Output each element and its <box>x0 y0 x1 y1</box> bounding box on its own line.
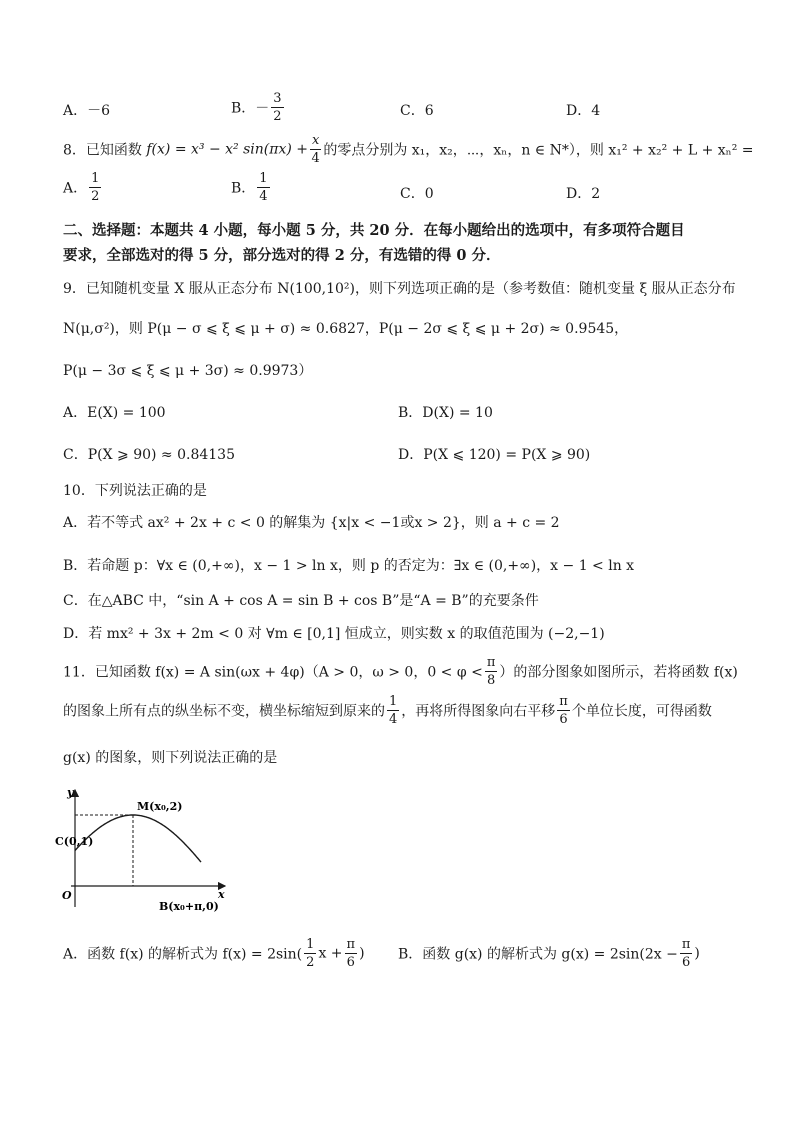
section2-heading-line1: 二、选择题：本题共 4 小题，每小题 5 分，共 20 分．在每小题给出的选项中，有多项符合题目 <box>63 222 685 239</box>
q8-stem-func: f(x) = x³ − x² sin(πx) + <box>146 141 308 158</box>
q8-option-a <box>63 172 103 203</box>
q7-option-b <box>231 92 286 123</box>
q9-option-a: A．E(X) = 100 <box>63 405 166 421</box>
q11-option-a-frac2-num: π <box>346 937 356 952</box>
q10-stem: 10．下列说法正确的是 <box>63 483 207 499</box>
q10-option-a: A．若不等式 ax² + 2x + c < 0 的解集为 {x|x < −1或x > 2}，则 a + c = 2 <box>63 515 560 531</box>
q8-option-b <box>231 172 272 203</box>
q8-stem <box>63 134 754 165</box>
q11-line2-frac1-num: 1 <box>389 694 398 709</box>
q8-option-b-prefix: B． <box>231 180 256 197</box>
q8-option-b-den: 4 <box>259 189 268 204</box>
q10-option-c: C．在△ABC 中，“sin A + cos A = sin B + cos B”是“A = B”的充要条件 <box>63 593 539 609</box>
q11-option-a-prefix: A．函数 f(x) 的解析式为 f(x) = 2sin( <box>63 946 303 963</box>
q8-stem-prefix: 8．已知函数 <box>63 142 142 159</box>
q9-stem-line3: P(μ − 3σ ⩽ ξ ⩽ μ + 3σ) ≈ 0.9973） <box>63 363 313 379</box>
q11-option-a-frac-num: 1 <box>306 937 315 952</box>
q11-line2-frac1-den: 4 <box>389 712 398 727</box>
point-c-label: C(0,1) <box>55 835 94 848</box>
q11-line2-frac2-num: π <box>559 694 568 709</box>
y-axis-label: y <box>67 786 74 799</box>
q11-line1-frac-num: π <box>486 655 496 670</box>
q11-option-b-prefix: B．函数 g(x) 的解析式为 g(x) = 2sin(2x − <box>398 946 678 963</box>
q11-line2-frac2-den: 6 <box>559 712 568 727</box>
q11-line1-suffix: ）的部分图象如图所示，若将函数 f(x) <box>499 664 738 681</box>
q11-line2-mid: ，再将所得图象向右平移 <box>401 703 556 720</box>
q11-stem-line2 <box>63 695 712 726</box>
q11-option-a-suffix: ) <box>359 945 365 962</box>
section2-heading-line2: 要求，全部选对的得 5 分，部分选对的得 2 分，有选错的得 0 分． <box>63 247 501 264</box>
point-b-label: B(x₀+π,0) <box>159 900 219 913</box>
q11-line1-prefix: 11．已知函数 f(x) = A sin(ωx + 4φ)（A > 0，ω > 0，0 < φ < <box>63 664 483 681</box>
q9-option-c: C．P(X ⩾ 90) ≈ 0.84135 <box>63 447 235 463</box>
q7-option-b-den: 2 <box>273 109 282 124</box>
q8-option-a-num: 1 <box>91 171 100 186</box>
q11-option-b <box>398 938 700 969</box>
q11-option-b-suffix: ) <box>694 945 700 962</box>
q10-option-d: D．若 mx² + 3x + 2m < 0 对 ∀m ∈ [0,1] 恒成立，则实数 x 的取值范围为 (−2,−1) <box>63 626 605 642</box>
q11-option-a-mid: x + <box>318 945 343 962</box>
q8-stem-frac-den: 4 <box>311 151 320 166</box>
q11-option-a-frac-den: 2 <box>306 955 315 970</box>
q7-option-d: D．4 <box>566 103 601 119</box>
q11-stem-line1 <box>63 656 738 687</box>
q8-stem-suffix: 的零点分别为 x₁，x₂，⋯，xₙ，n ∈ N*），则 x₁² + x₂² + L + xₙ² = <box>323 142 754 159</box>
q7-option-b-prefix: B．－ <box>231 100 270 117</box>
q11-line2-prefix: 的图象上所有点的纵坐标不变，横坐标缩短到原来的 <box>63 703 385 720</box>
q8-option-d: D．2 <box>566 186 601 202</box>
q7-option-b-num: 3 <box>273 91 282 106</box>
q11-option-a-frac2-den: 6 <box>346 955 355 970</box>
q11-option-b-frac-den: 6 <box>682 955 691 970</box>
point-m-label: M(x₀,2) <box>137 800 183 813</box>
q7-option-a: A．－6 <box>63 103 111 119</box>
q11-option-b-frac-num: π <box>681 937 691 952</box>
q8-option-a-prefix: A． <box>63 180 88 197</box>
q11-line1-frac-den: 8 <box>486 673 496 688</box>
q7-option-c: C．6 <box>400 103 434 119</box>
q11-stem-line3: g(x) 的图象，则下列说法正确的是 <box>63 750 278 766</box>
q10-option-b: B．若命题 p：∀x ∈ (0,+∞)，x − 1 > ln x，则 p 的否定为：∃x ∈ (0,+∞)，x − 1 < ln x <box>63 558 635 574</box>
x-axis-label: x <box>218 888 225 901</box>
origin-label: O <box>62 889 72 902</box>
sine-curve <box>75 815 201 862</box>
q9-stem-line1: 9．已知随机变量 X 服从正态分布 N(100,10²)，则下列选项正确的是（参考数值：随机变量 ξ 服从正态分布 <box>63 281 736 297</box>
q9-stem-line2: N(μ,σ²)，则 P(μ − σ ⩽ ξ ⩽ μ + σ) ≈ 0.6827，P(μ − 2σ ⩽ ξ ⩽ μ + 2σ) ≈ 0.9545， <box>63 321 629 337</box>
q11-option-a <box>63 938 365 969</box>
q8-option-a-den: 2 <box>91 189 100 204</box>
q9-option-b: B．D(X) = 10 <box>398 405 493 421</box>
q8-option-c: C．0 <box>400 186 434 202</box>
q8-stem-frac-num: x <box>311 133 320 148</box>
q8-option-b-num: 1 <box>259 171 268 186</box>
sine-graph <box>55 782 235 917</box>
q9-option-d: D．P(X ⩽ 120) = P(X ⩾ 90) <box>398 447 591 463</box>
q11-line2-suffix: 个单位长度，可得函数 <box>571 703 712 720</box>
